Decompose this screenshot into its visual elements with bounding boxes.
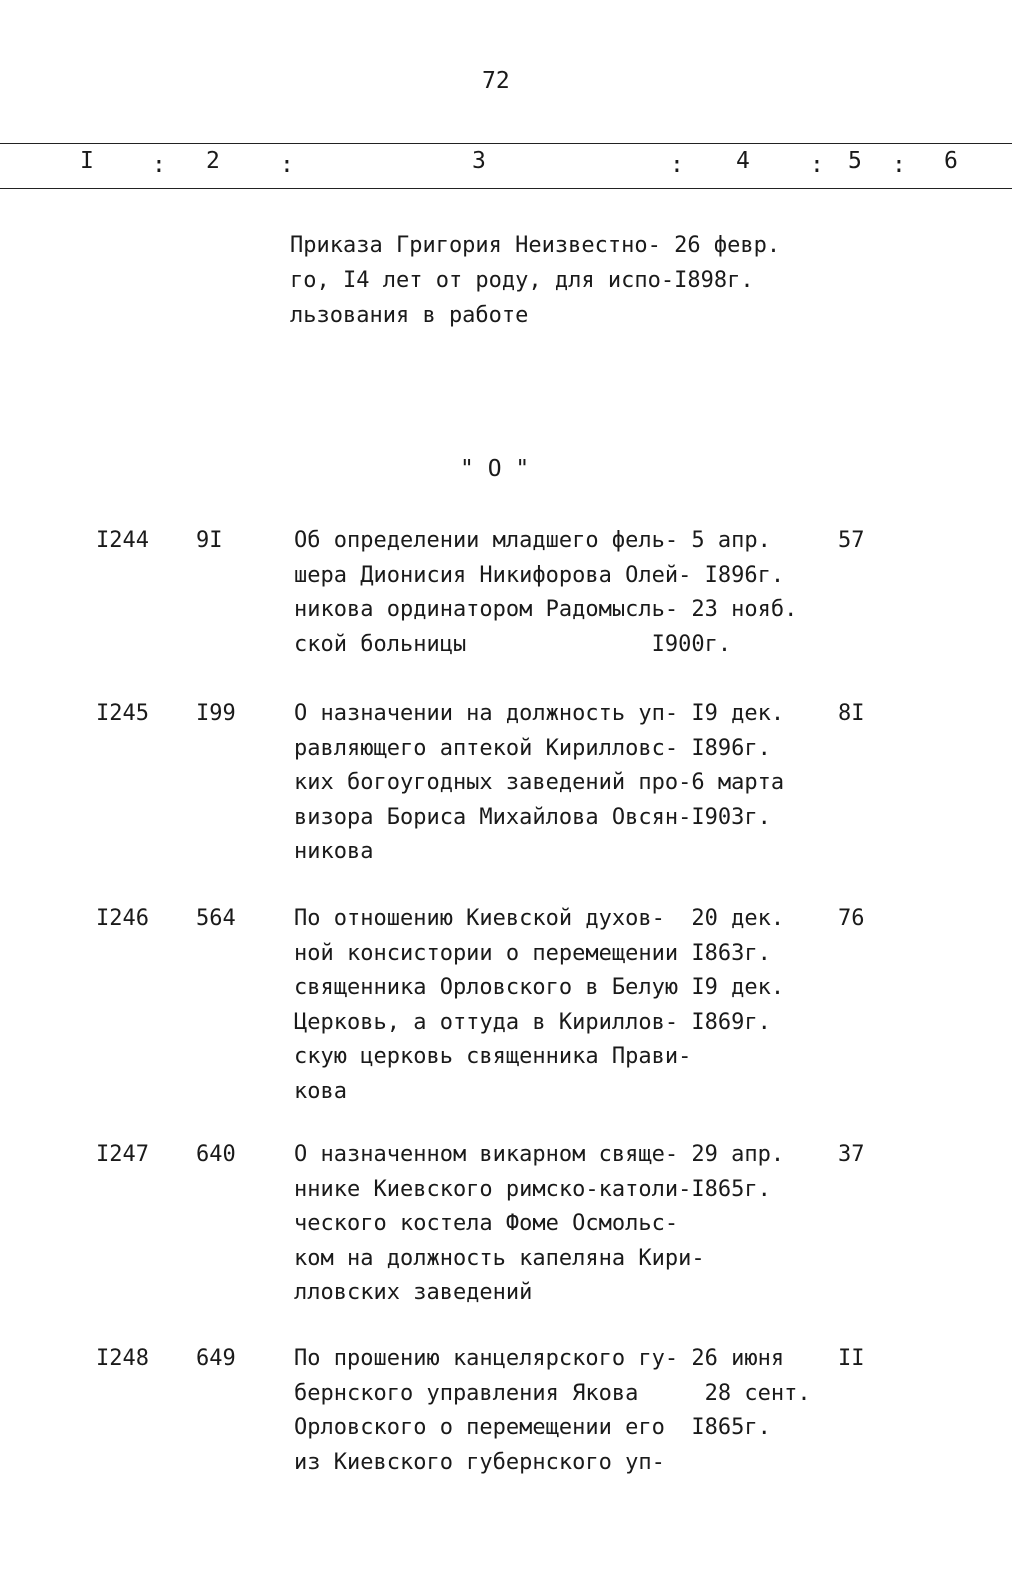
entry-number: I246 bbox=[96, 906, 149, 931]
column-separator: : bbox=[152, 152, 166, 178]
entry-description bbox=[294, 902, 784, 1109]
text-line: никова ординатором Радомысль- 23 нояб. bbox=[294, 597, 798, 622]
entry-number: I248 bbox=[96, 1346, 149, 1371]
page-number: 72 bbox=[482, 68, 510, 94]
entry-description bbox=[294, 524, 797, 662]
sheet-count: 76 bbox=[838, 906, 865, 931]
column-separator: : bbox=[280, 152, 294, 178]
entry-description bbox=[294, 1342, 811, 1480]
text-line: кова bbox=[294, 1078, 347, 1104]
header-rule-top bbox=[0, 143, 1012, 144]
text-line: О назначении на должность уп- I9 дек. bbox=[294, 701, 785, 726]
text-line: О назначенном викарном свяще- 29 апр. bbox=[294, 1142, 785, 1167]
text-line: ной консистории о перемещении I863г. bbox=[294, 940, 771, 966]
text-line: ческого костела Фоме Осмольс- bbox=[294, 1211, 679, 1236]
text-line: визора Бориса Михайлова Овсян-I903г. bbox=[294, 804, 771, 830]
column-separator: : bbox=[810, 152, 824, 178]
file-number: 564 bbox=[196, 906, 236, 931]
entry-number: I245 bbox=[96, 701, 149, 726]
text-line: По прошению канцелярского гу- 26 июня bbox=[294, 1346, 785, 1371]
text-line: лловских заведений bbox=[294, 1280, 533, 1305]
column-header-2: 2 bbox=[206, 148, 220, 174]
text-line: льзования в работе bbox=[290, 303, 529, 328]
sheet-count: 37 bbox=[838, 1142, 865, 1167]
entry-description bbox=[294, 1138, 784, 1311]
column-separator: : bbox=[670, 152, 684, 178]
header-rule-bottom bbox=[0, 188, 1012, 189]
text-line: равляющего аптекой Кирилловс- I896г. bbox=[294, 735, 771, 761]
text-line: ком на должность капеляна Кири- bbox=[294, 1245, 705, 1271]
text-line: Приказа Григория Неизвестно- 26 февр. bbox=[290, 233, 781, 258]
column-header-3: 3 bbox=[472, 148, 486, 174]
file-number: 9I bbox=[196, 528, 223, 553]
text-line: ких богоугодных заведений про-6 марта bbox=[294, 770, 785, 795]
column-separator: : bbox=[892, 152, 906, 178]
text-line: шера Дионисия Никифорова Олей- I896г. bbox=[294, 562, 785, 588]
column-header-5: 5 bbox=[848, 148, 862, 174]
section-letter: " О " bbox=[460, 456, 530, 482]
text-line: Орловского о перемещении его I865г. bbox=[294, 1415, 771, 1440]
text-line: никова bbox=[294, 839, 374, 864]
continued-entry-text bbox=[290, 228, 780, 333]
file-number: 649 bbox=[196, 1346, 236, 1371]
text-line: бернского управления Якова 28 сент. bbox=[294, 1380, 811, 1406]
text-line: священника Орловского в Белую I9 дек. bbox=[294, 975, 785, 1000]
sheet-count: 8I bbox=[838, 701, 865, 726]
column-header-1: I bbox=[80, 148, 94, 174]
text-line: скую церковь священника Прави- bbox=[294, 1044, 692, 1069]
text-line: ской больницы I900г. bbox=[294, 631, 732, 657]
text-line: из Киевского губернского уп- bbox=[294, 1449, 665, 1475]
sheet-count: II bbox=[838, 1346, 865, 1371]
file-number: I99 bbox=[196, 701, 236, 726]
entry-description bbox=[294, 697, 784, 870]
text-line: По отношению Киевской духов- 20 дек. bbox=[294, 906, 785, 931]
column-header-4: 4 bbox=[736, 148, 750, 174]
entry-number: I247 bbox=[96, 1142, 149, 1167]
entry-number: I244 bbox=[96, 528, 149, 553]
text-line: Церковь, а оттуда в Кириллов- I869г. bbox=[294, 1009, 771, 1035]
sheet-count: 57 bbox=[838, 528, 865, 553]
file-number: 640 bbox=[196, 1142, 236, 1167]
text-line: Об определении младшего фель- 5 апр. bbox=[294, 528, 771, 553]
text-line: го, I4 лет от роду, для испо-I898г. bbox=[290, 268, 754, 293]
column-header-6: 6 bbox=[944, 148, 958, 174]
text-line: ннике Киевского римско-католи-I865г. bbox=[294, 1176, 771, 1202]
